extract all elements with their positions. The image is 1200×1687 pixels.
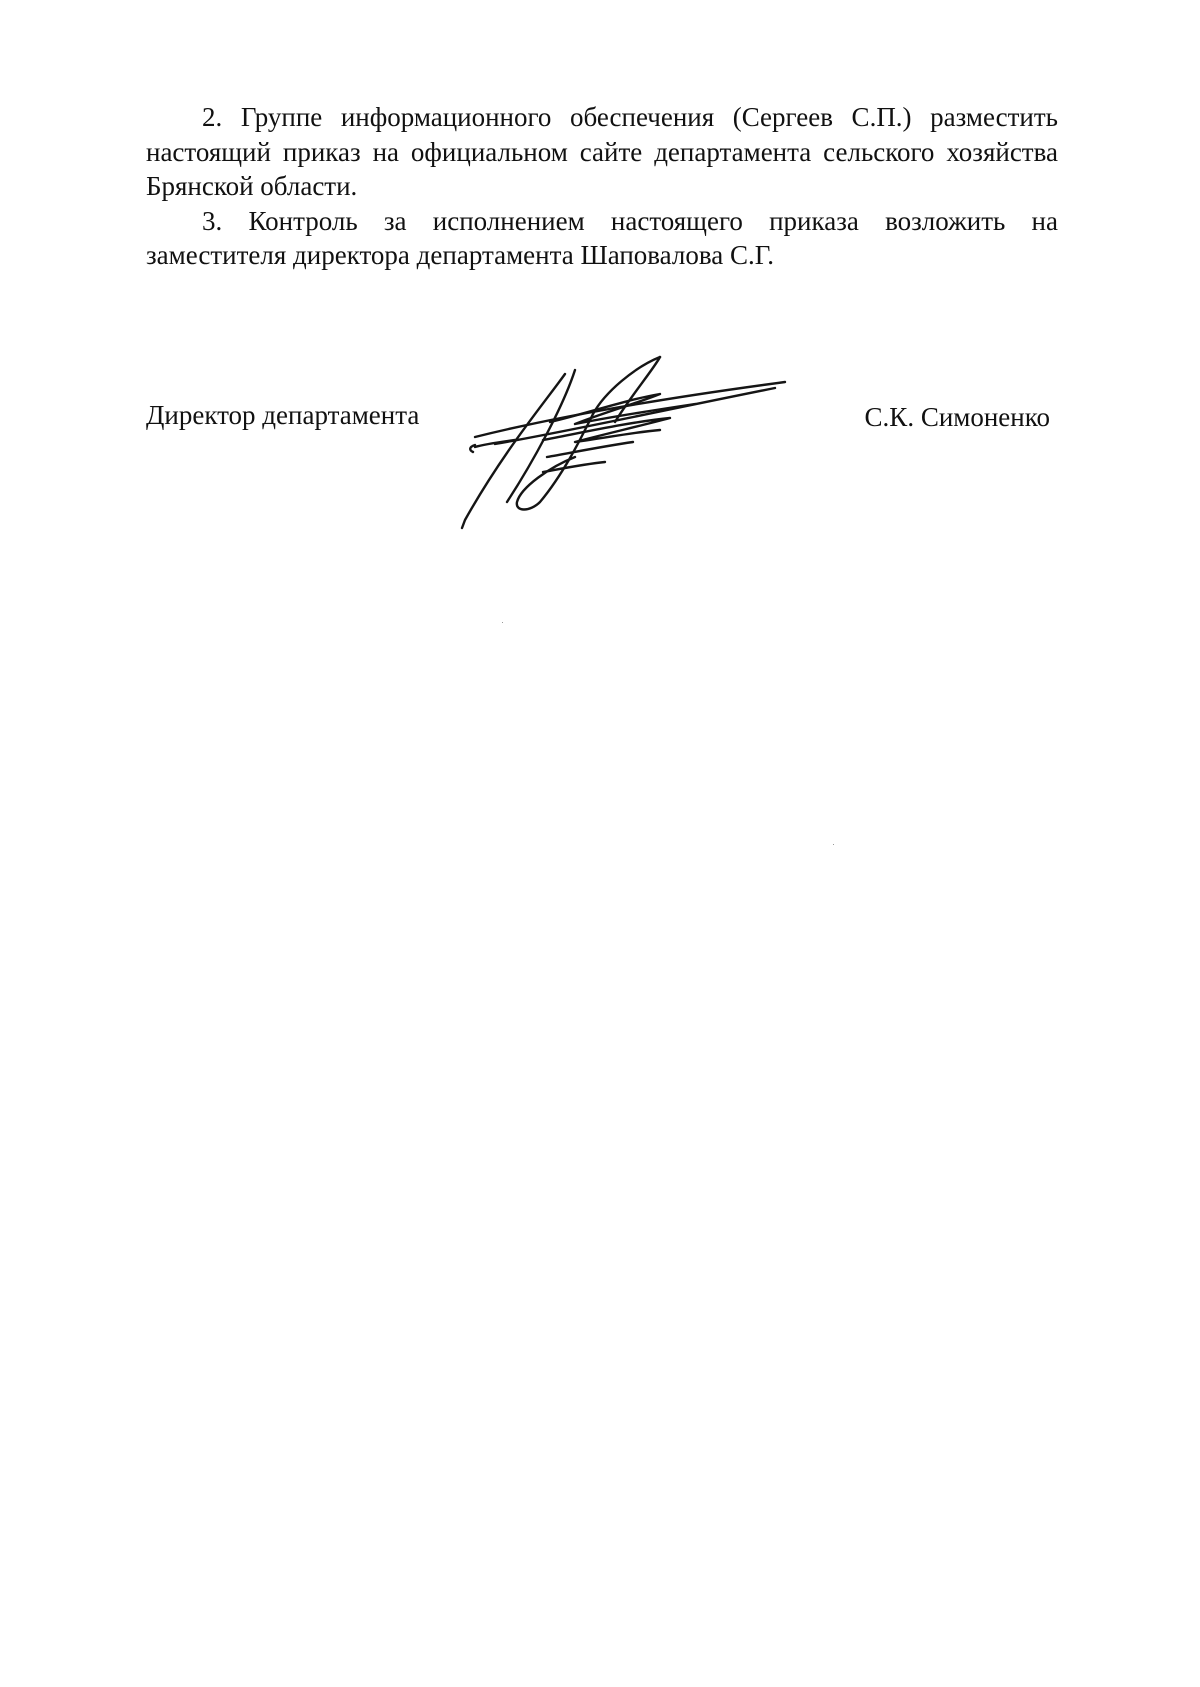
scan-speck	[833, 844, 834, 845]
signatory-name: С.К. Симоненко	[864, 402, 1050, 432]
order-body	[146, 100, 1058, 273]
scan-speck	[502, 622, 503, 623]
paragraph-3: 3. Контроль за исполнением настоящего приказа возложить на заместителя директора департамента Шаповалова С.Г.	[146, 205, 1058, 270]
handwritten-signature-icon	[455, 352, 795, 532]
signatory-title: Директор департамента	[146, 400, 420, 430]
paragraph-2: 2. Группе информационного обеспечения (Сергеев С.П.) разместить настоящий приказ на официальном сайте департамента сельского хозяйства Брянской области.	[146, 102, 1058, 201]
